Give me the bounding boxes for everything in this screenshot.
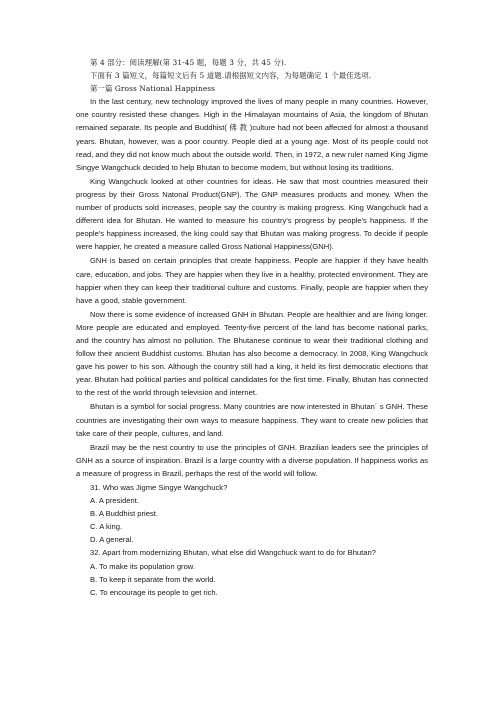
question-stem: 32. Apart from modernizing Bhutan, what else did Wangchuck want to do for Bhutan? [90, 548, 376, 558]
question-32 [76, 546, 428, 598]
answer-option: B. A Buddhist priest. [90, 509, 158, 519]
instructions: 下面有 3 篇短文，每篇短文后有 5 道题.请根据短文内容，为每题确定 1 个最佳选项. [90, 71, 372, 81]
answer-option: C. A king. [90, 522, 123, 532]
passage-body [76, 95, 428, 480]
question-list [76, 481, 428, 599]
answer-option: B. To keep it separate from the world. [90, 574, 216, 584]
passage-paragraph: GNH is based on certain principles that create happiness. People are happier if they have health care, education, and jobs. They are happier when they live in a healthy, protected environment. They are happier when they can keep their traditional culture and customs. Finally, people are happier when they have a good, stable government. [76, 256, 428, 305]
answer-option: C. To encourage its people to get rich. [90, 587, 218, 597]
passage-paragraph: In the last century, new technology improved the lives of many people in many countries. However, one country resisted these changes. High in the Himalayan mountains of Asia, the kingdom of Bhutan remained separate. Its people and Buddhist( 佛 教 )culture had not been affected for almost a thousand years. Bhutan, however, was a poor country. People died at a young age. Most of its people could not read, and they did not know much about the outside world. Then, in 1972, a new ruler named King Jigme Singye Wangchuck decided to help Bhutan to become modern, but without losing its traditions. [76, 97, 428, 172]
part-title: 第 4 部分：阅读理解(第 31-45 题，每题 3 分，共 45 分). [90, 58, 287, 67]
passage-paragraph: Brazil may be the nest country to use the principles of GNH. Brazilian leaders see the principles of GNH as a source of inspiration. Brazil is a large country with a diverse population. If happiness works as a measure of progress in Brazil, perhaps the rest of the world will follow. [76, 442, 428, 478]
passage-paragraph: Now there is some evidence of increased GNH in Bhutan. People are healthier and are living longer. More people are educated and employed. Teenty-five percent of the land has become national parks, and the country has almost no pollution. The Bhutanese continue to wear their traditional clothing and follow their ancient Buddhist customs. Bhutan has also become a democracy. In 2008, King Wangchuck gave his power to his son. Although the country still had a king, it held its first democratic elections that year. Bhutan had political parties and political candidates for the first time. Finally, Bhutan has connected to the rest of the world through television and internet. [76, 309, 428, 398]
question-31 [76, 481, 428, 546]
passage-paragraph: King Wangchuck looked at other countries for ideas. He saw that most countries measured their progress by their Gross Natonal Product(GNP). The GNP measures products and money. When the number of products sold increases, people say the country is making progress. King Wangchuck had a different idea for Bhutan. He wanted to measure his country's progress by people's happiness. If the people's happiness increased, the king could say that Bhutan was making progress. To decide if people were happier, he created a measure called Gross National Happiness(GNH). [76, 176, 428, 252]
answer-option: A. To make its population grow. [90, 561, 195, 571]
question-stem: 31. Who was Jigme Singye Wangchuck? [90, 483, 228, 492]
answer-option: A. A president. [90, 496, 139, 506]
passage-label: 第一篇 Gross National Happiness [90, 84, 216, 94]
passage-paragraph: Bhutan is a symbol for social progress. Many countries are now interested in Bhutan´ s GNH. These countries are investigating their own ways to measure happiness. They want to create new policies that take care of their people, cultures, and land. [76, 402, 428, 438]
answer-option: D. A general. [90, 535, 134, 545]
exam-page [76, 56, 428, 599]
